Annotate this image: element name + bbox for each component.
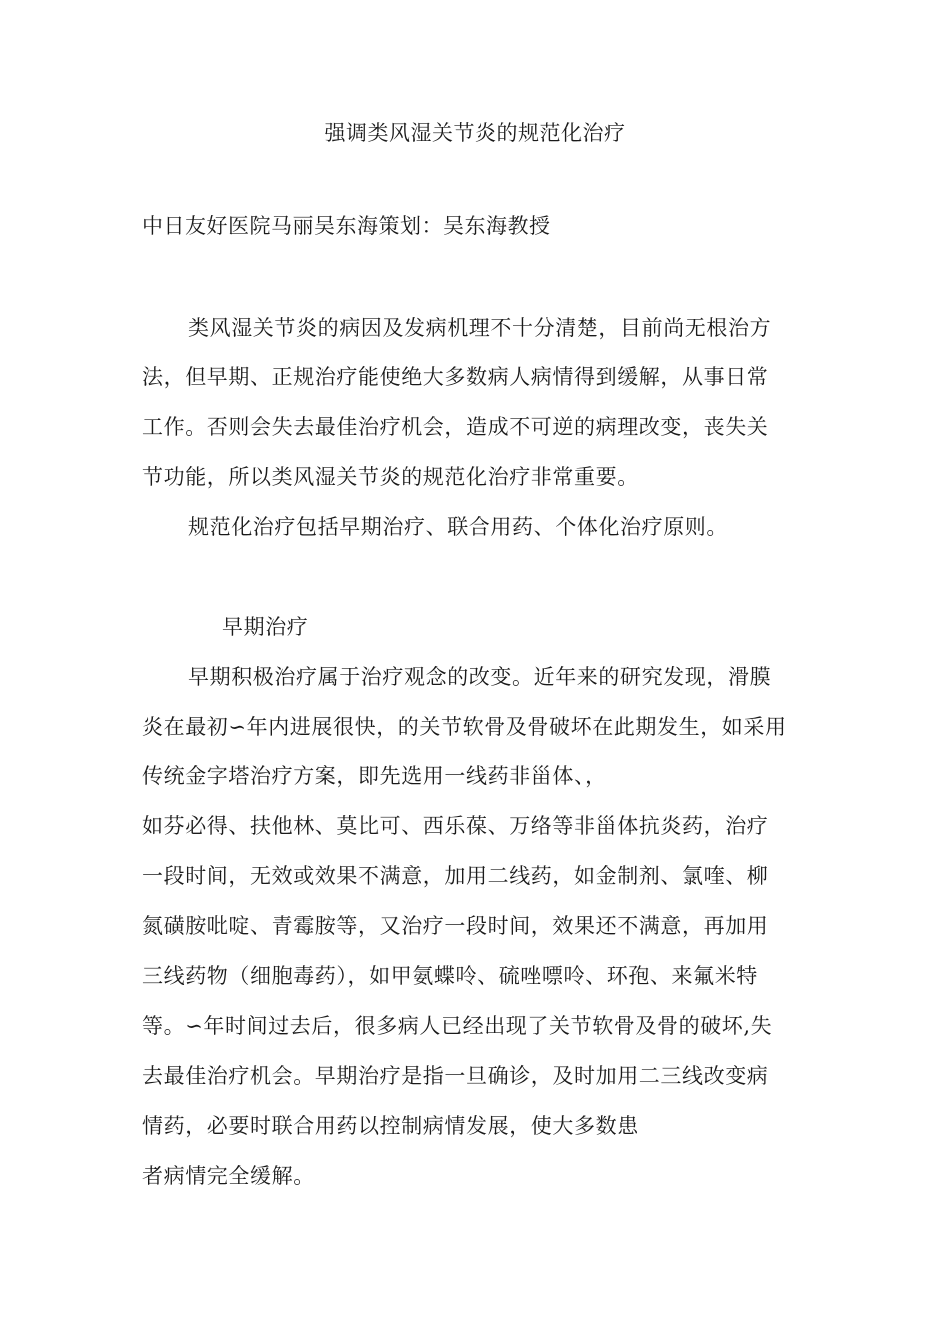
paragraph-line: 如芬必得、扶他林、莫比可、西乐葆、万络等非甾体抗炎药，治疗	[142, 814, 769, 838]
paragraph-line: 法，但早期、正规治疗能使绝大多数病人病情得到缓解，从事日常	[142, 365, 769, 389]
paragraph-line: 炎在最初∽年内进展很快，的关节软骨及骨破坏在此期发生，如采用	[142, 715, 787, 739]
paragraph-line: 一段时间，无效或效果不满意，加用二线药，如金制剂、氯喹、柳	[142, 864, 769, 888]
paragraph-line: 早期积极治疗属于治疗观念的改变。近年来的研究发现，滑膜	[188, 665, 772, 689]
paragraph-line: 者病情完全缓解。	[142, 1164, 315, 1188]
section-heading: 早期治疗	[222, 615, 309, 639]
paragraph-line: 规范化治疗包括早期治疗、联合用药、个体化治疗原则。	[188, 515, 728, 539]
paragraph-line: 节功能，所以类风湿关节炎的规范化治疗非常重要。	[142, 465, 639, 489]
paragraph-line: 类风湿关节炎的病因及发病机理不十分清楚，目前尚无根治方	[188, 316, 772, 340]
paragraph-line: 三线药物（细胞毒药），如甲氨蝶呤、硫唑嘌呤、环孢、来氟米特	[142, 964, 758, 988]
paragraph-line: 氮磺胺吡啶、青霉胺等，又治疗一段时间，效果还不满意，再加用	[142, 914, 769, 938]
paragraph-line: 等。∽年时间过去后，很多病人已经出现了关节软骨及骨的破坏,失	[142, 1014, 773, 1038]
paragraph-line: 去最佳治疗机会。早期治疗是指一旦确诊，及时加用二三线改变病	[142, 1064, 769, 1088]
paragraph-line: 情药，必要时联合用药以控制病情发展，使大多数患	[142, 1114, 639, 1138]
paragraph-line: 工作。否则会失去最佳治疗机会，造成不可逆的病理改变，丧失关	[142, 415, 769, 439]
document-title: 强调类风湿关节炎的规范化治疗	[324, 121, 626, 145]
paragraph-line: 传统金字塔治疗方案，即先选用一线药非甾体、，	[142, 764, 607, 788]
author-line: 中日友好医院马丽吴东海策划：吴东海教授	[142, 214, 551, 238]
